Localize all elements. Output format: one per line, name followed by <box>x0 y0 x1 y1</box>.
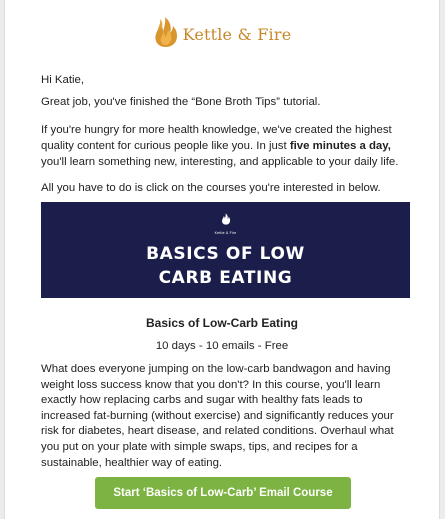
start-course-button[interactable]: Start ‘Basics of Low-Carb’ Email Course <box>95 477 351 509</box>
course-title: Basics of Low-Carb Eating <box>145 316 299 330</box>
course-meta: 10 days - 10 emails - Free <box>155 340 289 352</box>
banner-title <box>41 242 410 290</box>
intro-paragraph-start: If you're hungry for more health knowledge, we've created the highest quality content for curious people like you. In just <box>41 124 392 152</box>
intro-paragraph-emphasis: five minutes a day, <box>289 140 391 152</box>
banner-logo <box>41 212 410 235</box>
banner-title-line2: CARB EATING <box>158 268 293 288</box>
intro-text: Great job, you've finished the “Bone Broth Tips” tutorial. <box>41 96 321 108</box>
banner-title-line1: BASICS OF LOW <box>146 244 305 264</box>
intro-paragraph <box>41 122 411 170</box>
course-banner[interactable] <box>41 202 410 298</box>
instruction-text: All you have to do is click on the courses you're interested in below. <box>41 182 381 194</box>
course-description: What does everyone jumping on the low-carb bandwagon and having weight loss success know that you don't? In this course, you'll learn exactly how replacing carbs and sugar with healthy fats leads to increased fat-burning (without exercise) and significantly reduces your risk for diabetes, heart disease, and related conditions. Overhaul what you put on your plate with simple swaps, tips, and recipes for a sustainable, healthier way of eating. <box>41 363 394 469</box>
intro-paragraph-end: you'll learn something new, interesting, and applicable to your daily life. <box>41 156 399 168</box>
brand-logo[interactable] <box>5 16 439 53</box>
banner-brand-name: Kettle & Fire <box>214 231 237 235</box>
greeting: Hi Katie, <box>41 74 85 86</box>
flame-icon <box>153 16 179 53</box>
email-body <box>4 0 440 519</box>
brand-name: Kettle & Fire <box>182 25 292 44</box>
flame-icon <box>221 212 231 230</box>
